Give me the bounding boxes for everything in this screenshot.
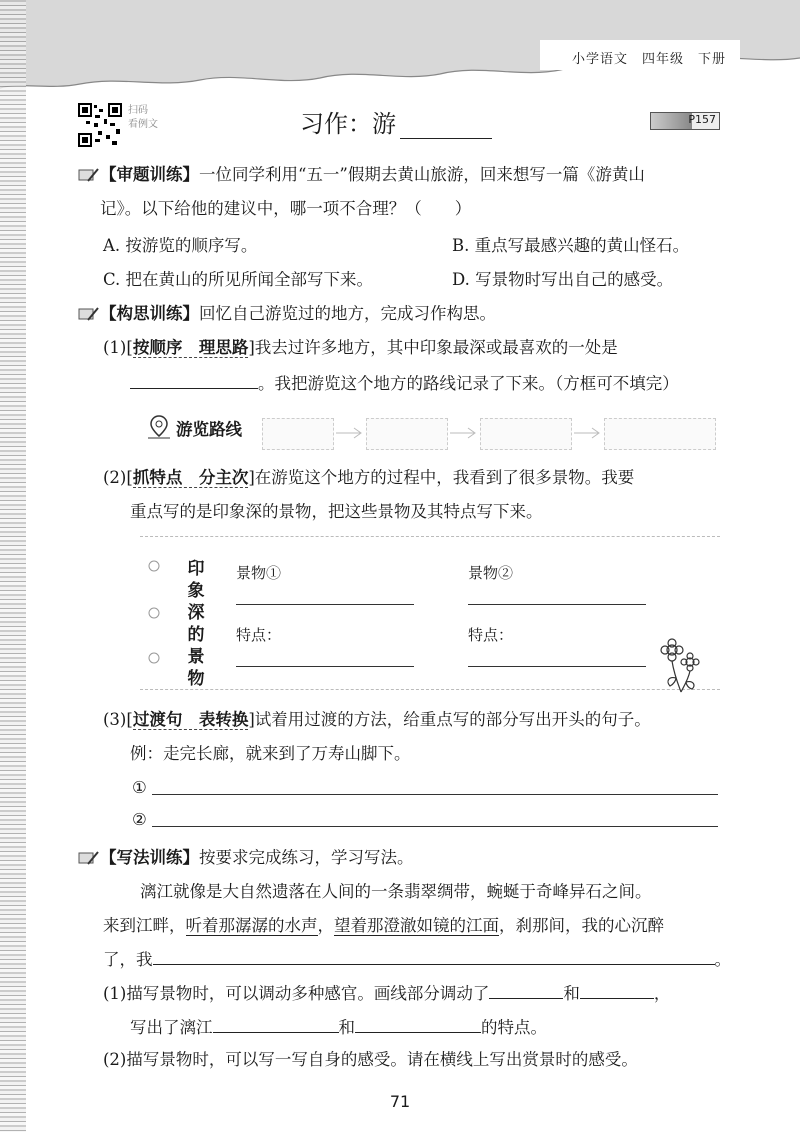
sec1-text-line1: 一位同学利用“五一”假期去黄山旅游，回来想写一篇《游黄山	[199, 165, 645, 184]
arrow-right-icon	[572, 426, 602, 440]
sec3-heading	[100, 846, 414, 870]
q2-tag: 抓特点 分主次	[132, 468, 249, 487]
feature-blank-2[interactable]	[355, 1014, 481, 1033]
sec1-line1	[100, 163, 645, 187]
underlined-sound: 听着那潺潺的水声	[185, 916, 318, 935]
q2-line1	[103, 466, 634, 490]
sec1-label: 【审题训练】	[100, 165, 199, 184]
pencil-icon	[78, 167, 100, 183]
q3-number: (3)[	[103, 710, 133, 729]
passage-line2-c: ，刹那间，我的心沉醉	[499, 916, 664, 935]
sense1-blank[interactable]	[489, 980, 563, 999]
passage-line2-a: 来到江畔，	[103, 916, 186, 935]
passage-line3	[103, 946, 731, 972]
route-box-2[interactable]	[366, 418, 448, 450]
sec3-q1-text: (1)描写景物时，可以调动多种感官。画线部分调动了	[103, 984, 490, 1003]
feature1-blank[interactable]	[236, 666, 414, 667]
option-d[interactable]: D. 写景物时写出自己的感受。	[452, 270, 674, 289]
binding-edge	[0, 0, 26, 1132]
scene2-blank[interactable]	[468, 604, 646, 605]
title-text: 习作：游	[300, 110, 396, 138]
sec2-text: 回忆自己游览过的地方，完成习作构思。	[199, 304, 496, 323]
sec3-q1-line1	[103, 980, 670, 1006]
sec3-q1-line2-and: 和	[338, 1018, 355, 1037]
sec2-label: 【构思训练】	[100, 304, 199, 323]
title-blank[interactable]	[400, 116, 492, 139]
page-number: 71	[389, 1092, 411, 1111]
route-box-3[interactable]	[480, 418, 572, 450]
q1-place-blank[interactable]	[130, 370, 258, 389]
route-box-1[interactable]	[262, 418, 334, 450]
scene1-label: 景物①	[236, 564, 282, 582]
q1-number: (1)[	[103, 338, 133, 357]
page-title	[300, 104, 492, 139]
feature1-label: 特点：	[236, 626, 282, 644]
underlined-sight: 望着那澄澈如镜的江面	[334, 916, 499, 935]
sec1-line2: 记》。以下给他的建议中，哪一项不合理？（ ）	[100, 199, 472, 218]
answer1-blank[interactable]	[152, 794, 718, 795]
sec3-q2: (2)描写景物时，可以写一写自身的感受。请在横线上写出赏景时的感受。	[103, 1050, 638, 1069]
passage-line3-end: 。	[714, 950, 731, 969]
q3-example: 例：走完长廊，就来到了万寿山脚下。	[130, 744, 411, 763]
feature2-blank[interactable]	[468, 666, 646, 667]
route-box-4[interactable]	[604, 418, 716, 450]
pencil-icon	[78, 850, 100, 866]
option-a[interactable]: A. 按游览的顺序写。	[103, 236, 258, 255]
binder-rings-icon	[144, 558, 164, 668]
sec3-q1-comma: ，	[653, 984, 671, 1003]
q1-tag: 按顺序 理思路	[132, 338, 249, 357]
q1-line1	[103, 336, 618, 360]
arrow-right-icon	[448, 426, 478, 440]
q2-number: (2)[	[103, 468, 133, 487]
qr-caption-line1: 扫码	[128, 105, 148, 116]
q1-line2-text: 。我把游览这个地方的路线记录了下来。（方框可不填完）	[258, 374, 679, 393]
feature2-label: 特点：	[468, 626, 514, 644]
flower-icon	[656, 634, 706, 694]
sec3-q1-line2	[130, 1014, 547, 1040]
q2-text: ]在游览这个地方的过程中，我看到了很多景物。我要	[248, 468, 635, 487]
passage-line2-b: ，	[317, 916, 334, 935]
sec3-label: 【写法训练】	[100, 848, 199, 867]
sec3-q1-and: 和	[563, 984, 580, 1003]
scenery-heading: 印象深的景物	[187, 559, 205, 689]
q3-text: ]试着用过渡的方法，给重点写的部分写出开头的句子。	[248, 710, 651, 729]
answer2-blank[interactable]	[152, 826, 718, 827]
pencil-icon	[78, 306, 100, 322]
map-pin-icon	[146, 414, 172, 440]
page-reference-text: P157	[688, 113, 716, 126]
scene1-blank[interactable]	[236, 604, 414, 605]
route-label: 游览路线	[176, 420, 242, 439]
q2-line2: 重点写的是印象深的景物，把这些景物及其特点写下来。	[130, 502, 543, 521]
arrow-right-icon	[334, 426, 364, 440]
sec3-text: 按要求完成练习，学习写法。	[199, 848, 414, 867]
q1-line2	[130, 370, 679, 396]
option-c[interactable]: C. 把在黄山的所见所闻全部写下来。	[103, 270, 374, 289]
sec2-heading	[100, 302, 496, 326]
sense2-blank[interactable]	[580, 980, 654, 999]
passage-line2	[103, 914, 664, 938]
answer2-marker: ②	[132, 810, 147, 829]
qr-caption-line2: 看例文	[128, 119, 158, 130]
series-label: 小学语文 四年级 下册	[571, 52, 726, 67]
page-reference-tag	[650, 112, 720, 130]
sec3-q1-line2-end: 的特点。	[481, 1018, 547, 1037]
passage-line3-a: 了，我	[103, 950, 153, 969]
option-b[interactable]: B. 重点写最感兴趣的黄山怪石。	[452, 236, 690, 255]
feature-blank-1[interactable]	[213, 1014, 339, 1033]
sec3-q1-line2-a: 写出了漓江	[130, 1018, 213, 1037]
scene2-label: 景物②	[468, 564, 514, 582]
q3-line1	[103, 708, 651, 732]
passage-line1: 漓江就像是大自然遗落在人间的一条翡翠绸带，蜿蜒于奇峰异石之间。	[140, 882, 652, 901]
q1-text: ]我去过许多地方，其中印象最深或最喜欢的一处是	[248, 338, 618, 357]
qr-caption	[128, 104, 158, 132]
qr-code-icon[interactable]	[78, 103, 122, 147]
passage-blank[interactable]	[153, 946, 715, 965]
answer1-marker: ①	[132, 778, 147, 797]
q3-tag: 过渡句 表转换	[132, 710, 249, 729]
